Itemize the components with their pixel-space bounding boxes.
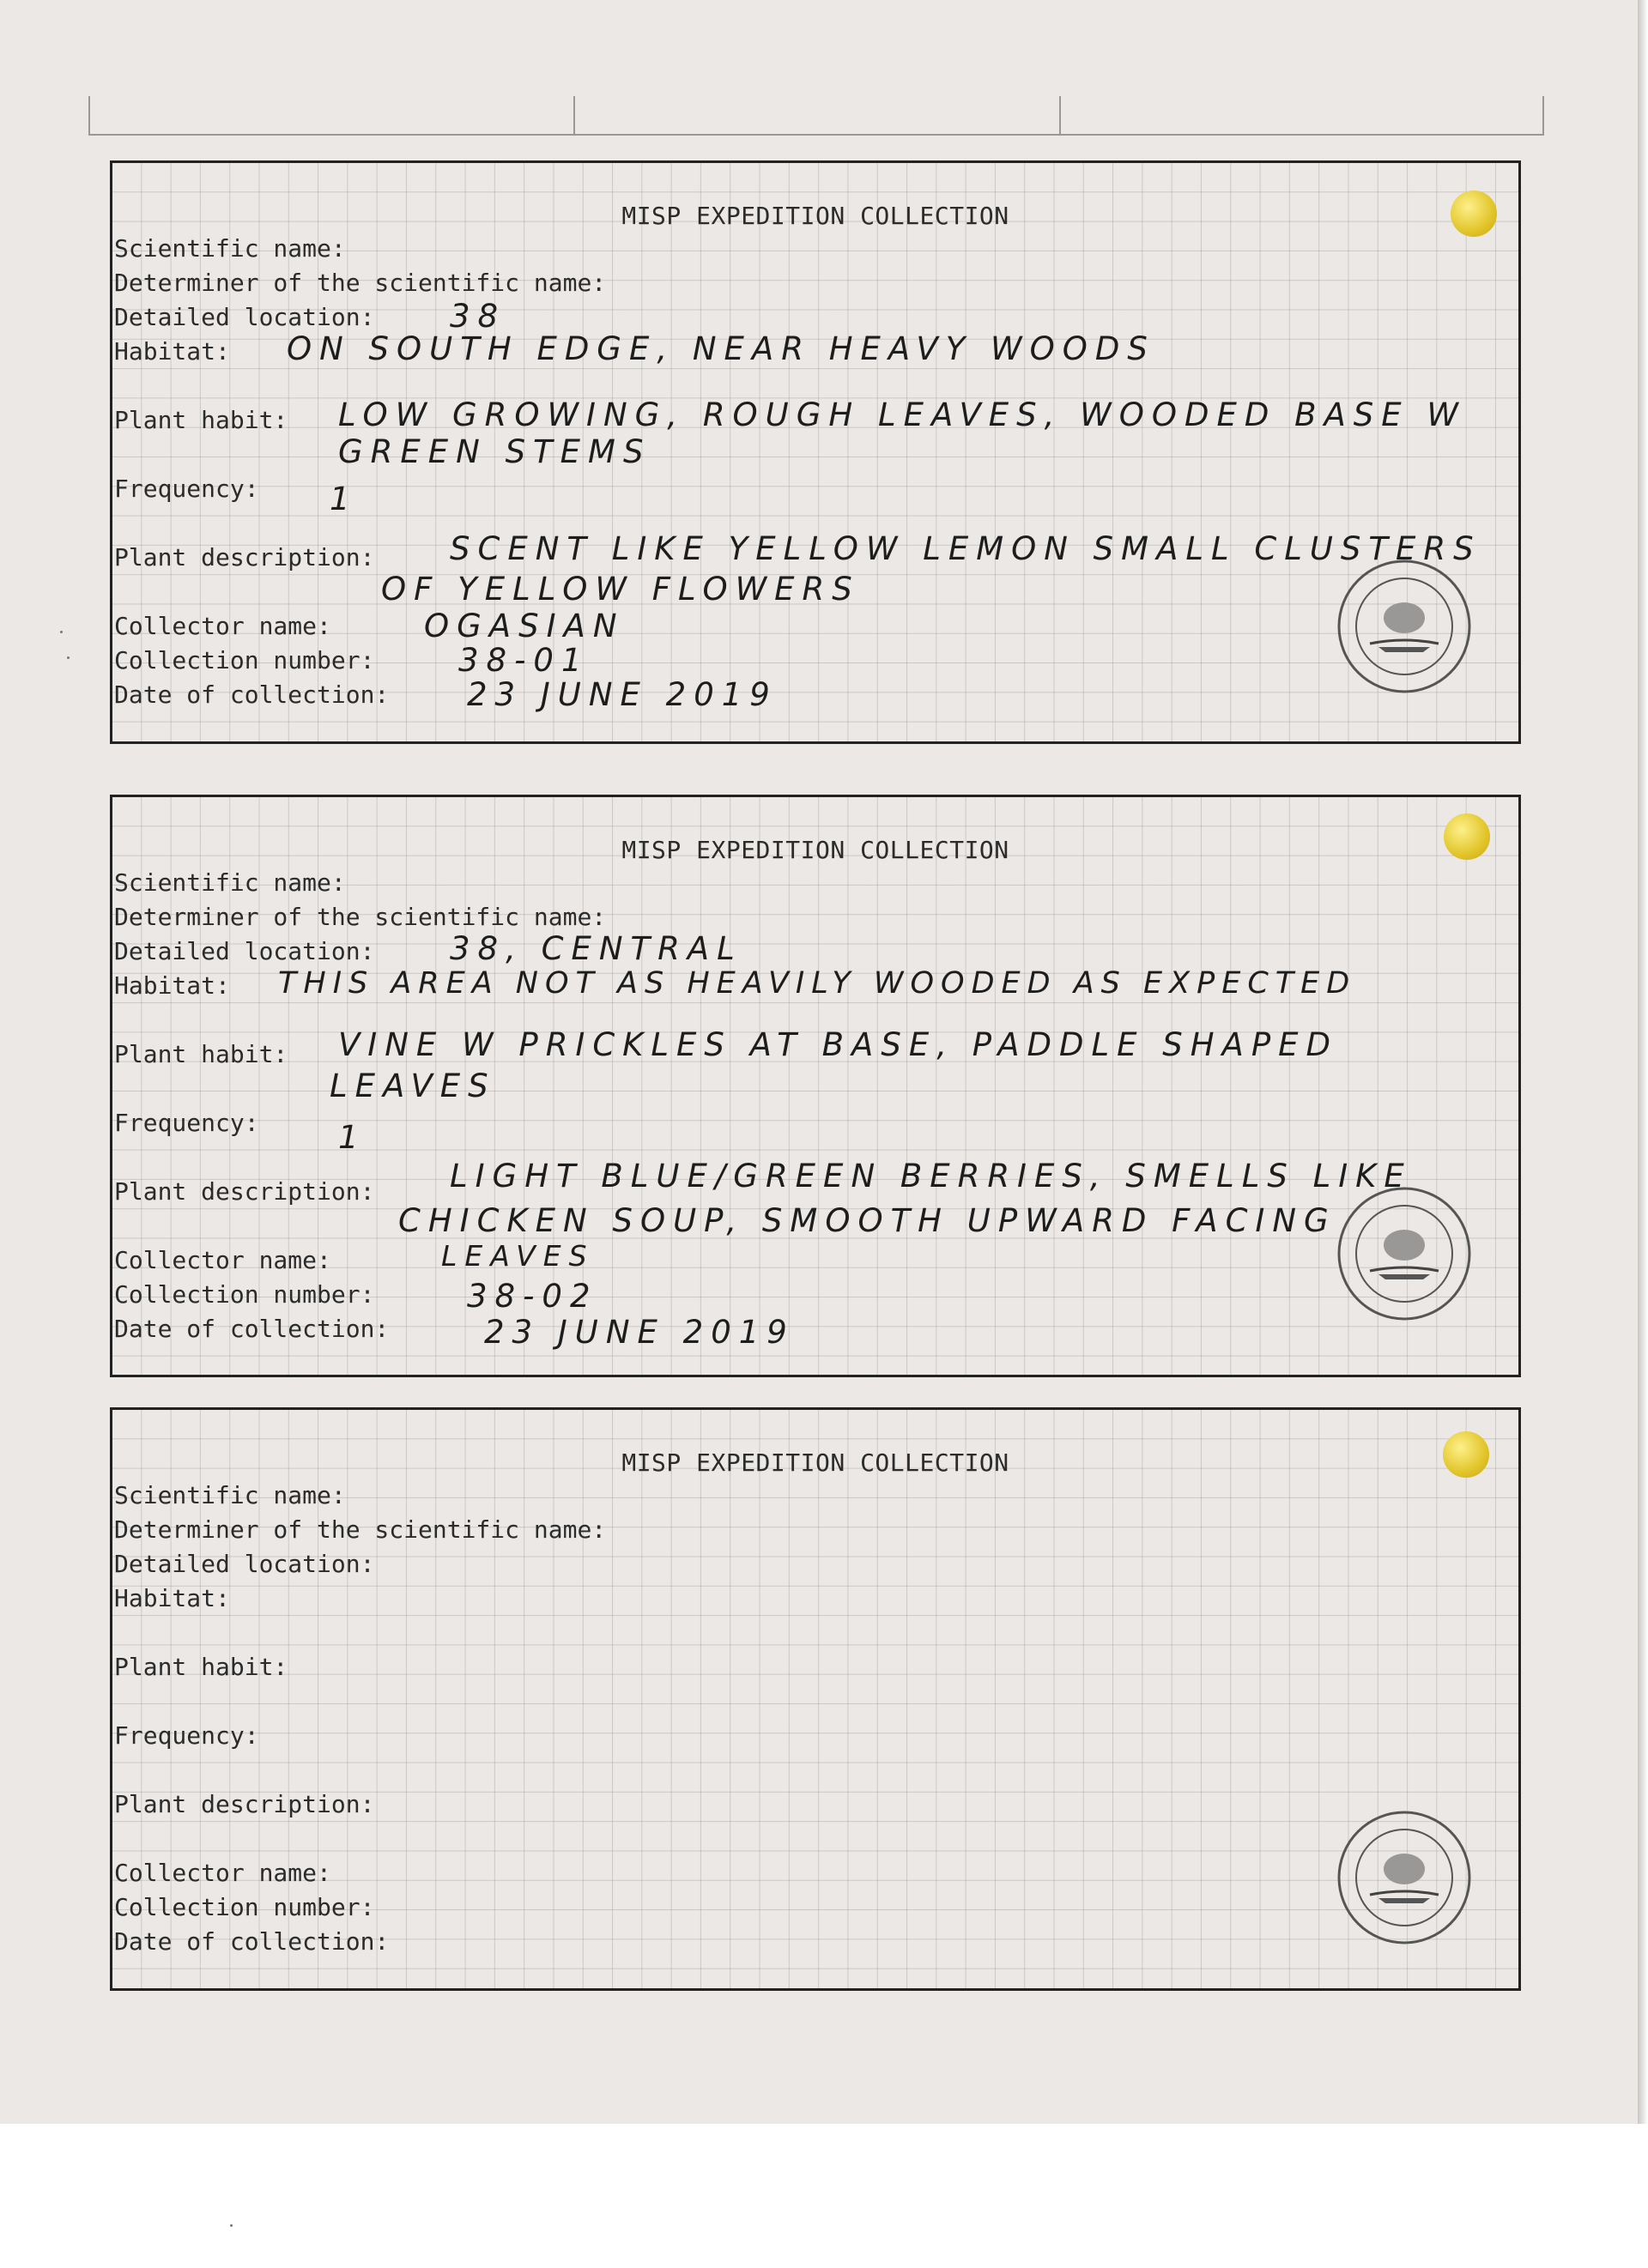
collection-number-label: Collection number: [114,1893,375,1921]
plant-description-value: LIGHT BLUE/GREEN BERRIES, SMELLS LIKE [450,1158,1412,1194]
collection-label-card [110,160,1521,744]
dust-speck [230,2224,233,2227]
plant-description-value-cont: OF YELLOW FLOWERS [381,571,860,608]
top-strip-divider [1059,96,1061,136]
top-strip-divider [573,96,575,136]
date-value: 23 JUNE 2019 [484,1314,795,1351]
yellow-sticker-dot [1443,1431,1489,1478]
plant-description-label: Plant description: [114,543,375,572]
habitat-label: Habitat: [114,337,230,366]
scientific-name-label: Scientific name: [114,1481,346,1509]
habitat-value: THIS AREA NOT AS HEAVILY WOODED AS EXPECTED [278,966,1357,1001]
frequency-label: Frequency: [114,1109,259,1137]
expedition-stamp-icon [1336,1185,1473,1322]
location-label: Detailed location: [114,937,375,965]
scientific-name-label: Scientific name: [114,234,346,263]
habitat-label: Habitat: [114,1584,230,1612]
collection-label-card [110,795,1521,1377]
frequency-label: Frequency: [114,475,259,503]
collection-number-value: 38-02 [467,1278,598,1315]
card-title: MISP EXPEDITION COLLECTION [621,1448,1009,1477]
plant-description-value-cont: CHICKEN SOUP, SMOOTH UPWARD FACING [398,1202,1336,1239]
plant-description-value: SCENT LIKE YELLOW LEMON SMALL CLUSTERS [450,530,1481,567]
location-label: Detailed location: [114,303,375,331]
top-strip-divider [88,96,90,136]
card-title: MISP EXPEDITION COLLECTION [621,836,1009,864]
frequency-value: 1 [338,1119,367,1156]
plant-habit-value: LOW GROWING, ROUGH LEAVES, WOODED BASE W [338,396,1466,433]
collector-value: OGASIAN [424,608,625,644]
plant-description-value-cont: LEAVES [441,1239,595,1273]
paper-edge-shadow [1638,0,1648,2124]
location-value: 38, CENTRAL [450,930,742,967]
plant-habit-label: Plant habit: [114,1040,288,1068]
date-label: Date of collection: [114,1927,390,1956]
card-title: MISP EXPEDITION COLLECTION [621,202,1009,230]
date-label: Date of collection: [114,1315,390,1343]
collector-label: Collector name: [114,1859,331,1887]
frequency-label: Frequency: [114,1721,259,1750]
plant-description-label: Plant description: [114,1790,375,1818]
date-label: Date of collection: [114,680,390,709]
collection-label-card [110,1407,1521,1991]
determiner-label: Determiner of the scientific name: [114,903,607,931]
frequency-value: 1 [330,481,358,517]
plant-habit-value-cont: LEAVES [330,1067,496,1104]
date-value: 23 JUNE 2019 [467,676,778,713]
location-value: 38 [450,298,506,335]
habitat-value: ON SOUTH EDGE, NEAR HEAVY WOODS [287,330,1155,367]
scientific-name-label: Scientific name: [114,868,346,897]
collector-label: Collector name: [114,1246,331,1274]
expedition-stamp-icon [1336,558,1473,695]
yellow-sticker-dot [1451,191,1497,237]
plant-habit-label: Plant habit: [114,1653,288,1681]
location-label: Detailed location: [114,1550,375,1578]
plant-habit-label: Plant habit: [114,406,288,434]
yellow-sticker-dot [1444,813,1490,860]
dust-speck [67,656,70,659]
top-ruled-strip [88,96,1543,136]
habitat-label: Habitat: [114,971,230,1000]
determiner-label: Determiner of the scientific name: [114,1515,607,1544]
plant-description-label: Plant description: [114,1177,375,1206]
plant-habit-value-cont: GREEN STEMS [338,433,651,470]
dust-speck [60,631,63,633]
collection-number-label: Collection number: [114,1280,375,1309]
expedition-stamp-icon [1336,1809,1473,1946]
collector-label: Collector name: [114,612,331,640]
determiner-label: Determiner of the scientific name: [114,269,607,297]
collection-number-value: 38-01 [458,642,590,679]
collection-number-label: Collection number: [114,646,375,674]
top-strip-divider [1542,96,1544,136]
plant-habit-value: VINE W PRICKLES AT BASE, PADDLE SHAPED [338,1026,1339,1063]
